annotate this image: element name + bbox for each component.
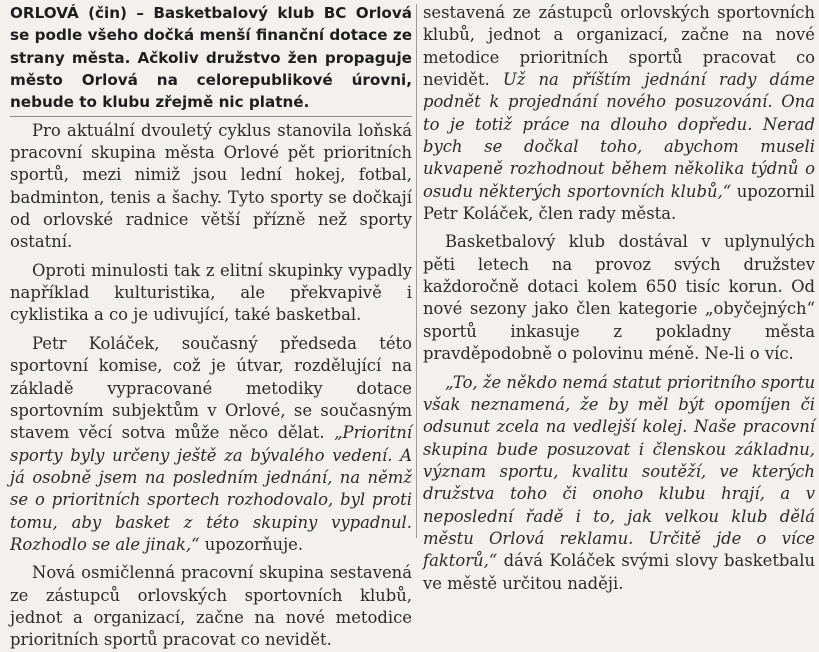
lead-divider	[10, 116, 412, 117]
paragraph-working-group-lead-text: sestavená ze zástupců orlovských sportovních klubů, jednot a organizací, začne na nové metodice prioritních sportů pracovat co nevidět.	[423, 3, 815, 90]
paragraph-working-group-text: Nová osmičlenná pracovní skupina sestavená ze zástupců orlovských sportovních klubů, jednot a organizací, začne na nové metodice prioritních sportů pracovat co nevidět.	[10, 563, 412, 650]
column-divider	[416, 4, 417, 538]
paragraph-working-group-attribution: upozornil Petr Koláček, člen rady města.	[423, 181, 815, 224]
paragraph-club-funding: Basketbalový klub dostával v uplynulých pěti letech na provoz svých družstev každoročně dotaci kolem 650 tisíc korun. Od nové sezony jako člen kategorie „obyčejných“ sportů inkasuje z pokladny města pravděpodobně o polovinu méně. Ne-li o víc.	[423, 232, 815, 364]
paragraph-kolacek-quote: „Prioritní sporty byly určeny ještě za bývalého vedení. A já osobně jsem na posledním jednání, na němž se o prioritních sportech rozhodovalo, byl proti tomu, aby basket z této skupiny vypadnul. Rozhodlo se ale jinak,“	[10, 423, 412, 554]
paragraph-criteria-quote: „To, že někdo nemá statut prioritního sportu však neznamená, že by měl být opomíjen či odsunut zcela na vedlejší kolej. Naše pracovní skupina bude posuzovat i členskou základnu, význam sportu, kvalitu soutěží, ve kterých družstva toho či onoho klubu hrají, a v neposlední řadě i to, jak velkou klub dělá městu Orlová reklamu. Určitě jde o více faktorů,“	[423, 372, 815, 571]
article-column-left	[10, 2, 412, 650]
paragraph-kolacek-statement	[10, 333, 412, 556]
paragraph-kolacek-attribution: upozorňuje.	[199, 534, 304, 554]
paragraph-new-working-group	[10, 562, 412, 650]
paragraph-working-group-quote: Už na příštím jednání rady dáme podnět k projednání nového posuzování. Ona to je totiž práce na dlouho dopředu. Nerad bych se dočkal toho, abychom museli ukvapeně rozhodnout během několika týdnů o osudu některých sportovních klubů,“	[423, 70, 815, 201]
article-column-right	[423, 2, 815, 595]
paragraph-kolacek-text: Petr Koláček, současný předseda této sportovní komise, což je útvar, rozdělující na základě vypracované metodiky dotace sportovním subjektům v Orlové, se současným stavem věcí sotva může něco dělat.	[10, 333, 412, 443]
paragraph-priority-sports: Pro aktuální dvouletý cyklus stanovila loňská pracovní skupina města Orlové pět prioritních sportů, mezi nimiž jsou lední hokej, fotbal, badminton, tenis a šachy. Tyto sporty se dočkají od orlovské radnice větší přízně než sporty ostatní.	[10, 120, 412, 252]
paragraph-working-group-continuation	[423, 0, 815, 225]
paragraph-dropped-sports: Oproti minulosti tak z elitní skupinky vypadly například kulturistika, ale překvapivě i cyklistika a co je udivující, také basketbal.	[10, 260, 412, 325]
paragraph-working-group-body	[423, 0, 815, 225]
article-lead: ORLOVÁ (čin) – Basketbalový klub BC Orlová se podle všeho dočká menší finanční dotace ze strany města. Ačkoliv družstvo žen propaguje město Orlová na celorepublikové úrovni, nebude to klubu zřejmě nic platné.	[10, 4, 412, 112]
paragraph-evaluation-criteria	[423, 372, 815, 595]
paragraph-criteria-attribution: dává Koláček svými slovy basketbalu ve městě určitou naději.	[423, 551, 815, 593]
